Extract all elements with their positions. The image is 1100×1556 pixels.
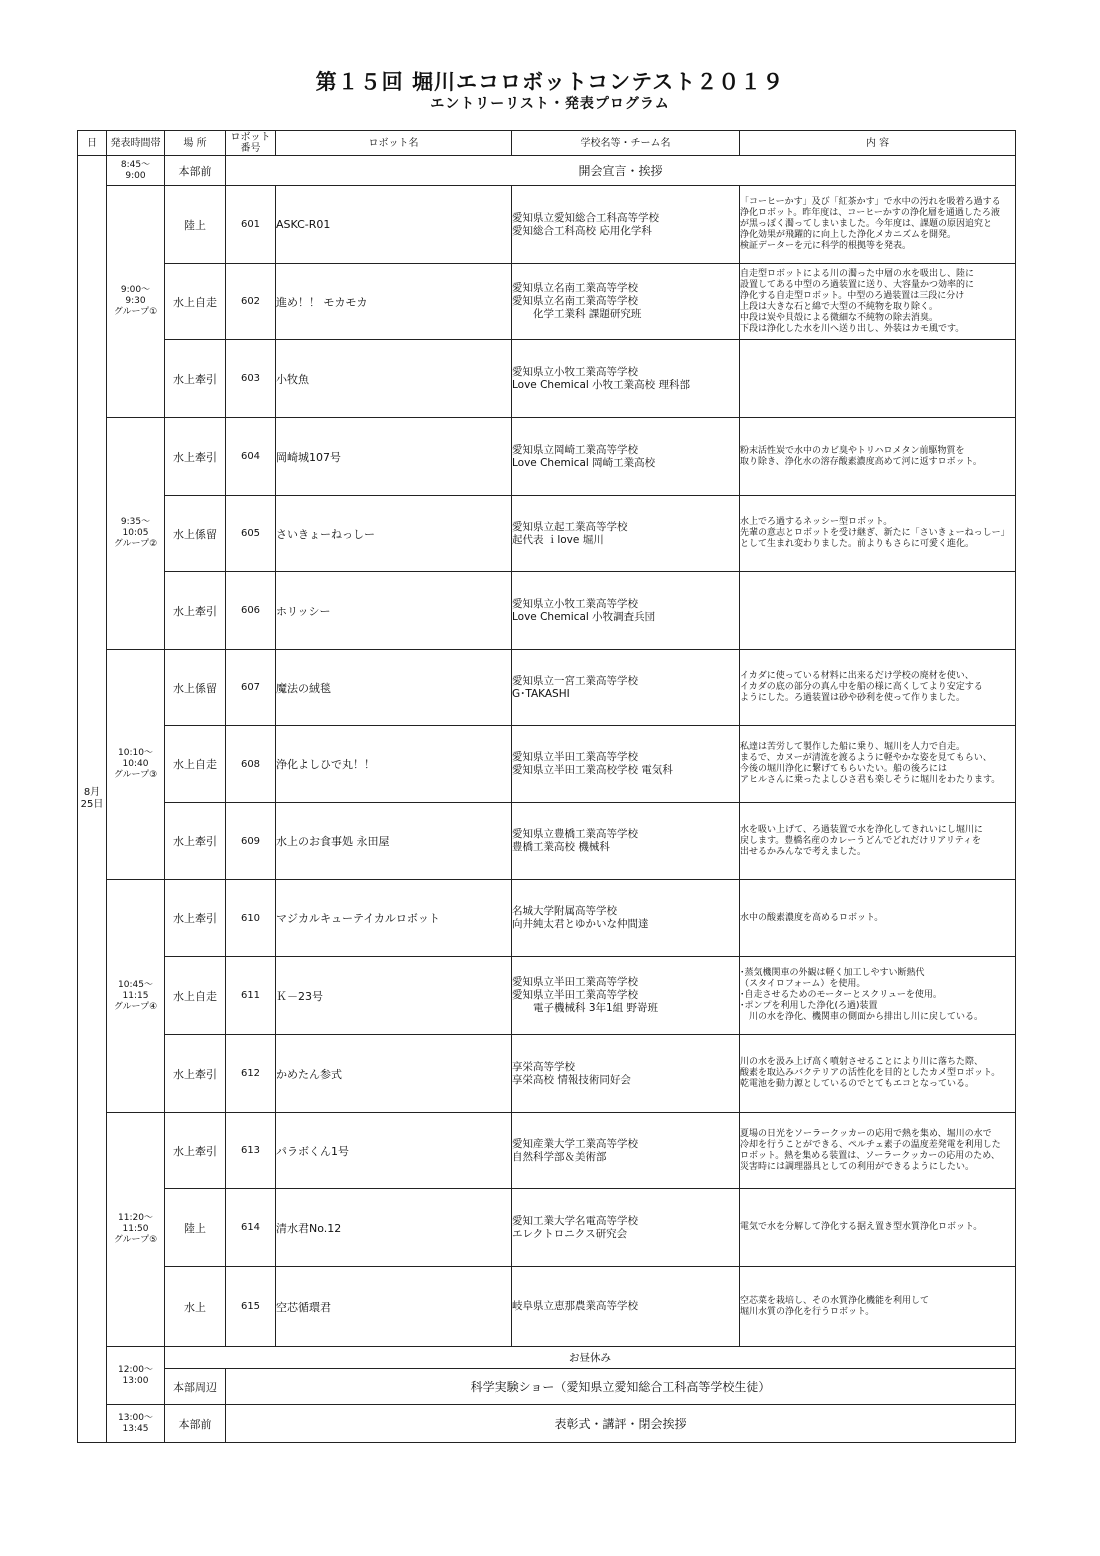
col-header-time: 発表時間帯	[107, 131, 165, 156]
table-row	[78, 1113, 1016, 1189]
entry-robot-name: 岡崎城107号	[276, 418, 512, 496]
entry-number: 613	[226, 1113, 276, 1189]
table-row	[78, 496, 1016, 572]
table-row	[78, 186, 1016, 264]
entry-robot-name: 清水君No.12	[276, 1189, 512, 1267]
entry-content: 水上でろ過するネッシー型ロボット。 先輩の意志とロボットを受け継ぎ、新たに「さいきょーねっしー」 として生まれ変わりました。前よりもさらに可愛く進化。	[740, 496, 1016, 572]
entry-school: 愛知県立豊橋工業高等学校 豊橋工業高校 機械科	[512, 803, 740, 880]
entry-place: 陸上	[165, 186, 226, 264]
day-cell: 8月 25日	[78, 156, 107, 1443]
entry-place: 水上牽引	[165, 1035, 226, 1113]
entry-number: 611	[226, 957, 276, 1035]
header-row	[78, 131, 1016, 156]
entry-school: 愛知県立名南工業高等学校 愛知県立名南工業高等学校 化学工業科 課題研究班	[512, 264, 740, 340]
entry-place: 水上自走	[165, 957, 226, 1035]
lunch-time: 12:00～ 13:00	[107, 1347, 165, 1405]
entry-robot-name: ホリッシー	[276, 572, 512, 650]
col-header-content: 内 容	[740, 131, 1016, 156]
entry-number: 615	[226, 1267, 276, 1347]
entry-school: 愛知県立半田工業高等学校 愛知県立半田工業高等学校 電子機械科 3年1組 野嵜班	[512, 957, 740, 1035]
entry-number: 606	[226, 572, 276, 650]
entry-content: 電気で水を分解して浄化する据え置き型水質浄化ロボット。	[740, 1189, 1016, 1267]
entry-robot-name: 魔法の絨毯	[276, 650, 512, 726]
group-time: 10:45～ 11:15 グループ④	[107, 880, 165, 1113]
closing-text: 表彰式・講評・閉会挨拶	[226, 1405, 1016, 1443]
entry-robot-name: ASKC-R01	[276, 186, 512, 264]
entry-school: 享栄高等学校 享栄高校 情報技術同好会	[512, 1035, 740, 1113]
table-row	[78, 418, 1016, 496]
lunch-event-text: 科学実験ショー（愛知県立愛知総合工科高等学校生徒）	[226, 1369, 1016, 1405]
opening-time: 8:45～ 9:00	[107, 156, 165, 186]
col-header-day: 日	[78, 131, 107, 156]
entry-content: 夏場の日光をソーラークッカーの応用で熱を集め、堀川の水で 冷却を行うことができる、ペルチェ素子の温度差発電を利用した ロボット。熱を集める装置は、ソーラークッカーの応用のため、 災害時には調理器具としての利用ができるようにしたい。	[740, 1113, 1016, 1189]
entry-place: 水上牽引	[165, 572, 226, 650]
entry-robot-name: パラボくん1号	[276, 1113, 512, 1189]
table-row	[78, 726, 1016, 803]
group-time: 11:20～ 11:50 グループ⑤	[107, 1113, 165, 1347]
col-header-school: 学校名等・チーム名	[512, 131, 740, 156]
entry-robot-name: さいきょーねっしー	[276, 496, 512, 572]
table-row	[78, 650, 1016, 726]
entry-robot-name: マジカルキューテイカルロボット	[276, 880, 512, 957]
science-show-row	[78, 1369, 1016, 1405]
entry-content: イカダに使っている材料に出来るだけ学校の廃材を使い、 イカダの底の部分の真ん中を船の様に高くしてより安定する ようにした。ろ過装置は砂や砂利を使って作りました。	[740, 650, 1016, 726]
entry-place: 陸上	[165, 1189, 226, 1267]
entry-school: 愛知県立起工業高等学校 起代表 ｉlove 堀川	[512, 496, 740, 572]
entry-content: 粉末活性炭で水中のカビ臭やトリハロメタン前駆物質を 取り除き、浄化水の溶存酸素濃度高めて河に返すロボット。	[740, 418, 1016, 496]
group-time: 9:00～ 9:30 グループ①	[107, 186, 165, 418]
entry-robot-name: Ｋ－23号	[276, 957, 512, 1035]
table-row	[78, 1035, 1016, 1113]
entry-school: 愛知県立岡崎工業高等学校 Love Chemical 岡崎工業高校	[512, 418, 740, 496]
entry-school: 岐阜県立恵那農業高等学校	[512, 1267, 740, 1347]
page-subtitle: エントリーリスト・発表プログラム	[430, 96, 670, 112]
entry-place: 水上牽引	[165, 880, 226, 957]
lunch-place: 本部周辺	[165, 1369, 226, 1405]
group-time: 10:10～ 10:40 グループ③	[107, 650, 165, 880]
entry-school: 愛知県立半田工業高等学校 愛知県立半田工業高校学校 電気科	[512, 726, 740, 803]
entry-place: 水上自走	[165, 726, 226, 803]
entry-robot-name: 進め！！ モカモカ	[276, 264, 512, 340]
opening-place: 本部前	[165, 156, 226, 186]
entry-robot-name: かめたん参式	[276, 1035, 512, 1113]
entry-content	[740, 340, 1016, 418]
opening-text: 開会宣言・挨拶	[226, 156, 1016, 186]
col-header-robot-name: ロボット名	[276, 131, 512, 156]
entry-robot-name: 水上のお食事処 永田屋	[276, 803, 512, 880]
entry-place: 水上牽引	[165, 418, 226, 496]
entry-school: 愛知県立一宮工業高等学校 G･TAKASHI	[512, 650, 740, 726]
entry-number: 610	[226, 880, 276, 957]
table-row	[78, 957, 1016, 1035]
table-row	[78, 803, 1016, 880]
table-row	[78, 572, 1016, 650]
col-header-place: 場 所	[165, 131, 226, 156]
entry-content: 川の水を汲み上げ高く噴射させることにより川に落ちた際、 酸素を取込みバクテリアの活性化を目的としたカメ型ロボット。 乾電池を動力源としているのでとてもエコとなっている。	[740, 1035, 1016, 1113]
entry-content: 「コーヒーかす」及び「紅茶かす」で水中の汚れを吸着ろ過する 浄化ロボット。昨年度は、コーヒーかすの浄化層を通過したろ液 が黒っぽく濁ってしまいました。今年度は、課題の原因追究と 浄化効果が飛躍的に向上した浄化メカニズムを開発。 検証データーを元に科学的根拠等を発表。	[740, 186, 1016, 264]
entry-robot-name: 小牧魚	[276, 340, 512, 418]
entry-number: 609	[226, 803, 276, 880]
page-title: 第１５回 堀川エコロボットコンテスト２０１９	[315, 70, 785, 94]
entry-number: 608	[226, 726, 276, 803]
closing-time: 13:00～ 13:45	[107, 1405, 165, 1443]
entry-school: 愛知県立愛知総合工科高等学校 愛知総合工科高校 応用化学科	[512, 186, 740, 264]
entry-school: 愛知県立小牧工業高等学校 Love Chemical 小牧工業高校 理科部	[512, 340, 740, 418]
entry-content: 自走型ロボットによる川の濁った中層の水を吸出し、陸に 設置してある中型のろ過装置に送り、大容量かつ効率的に 浄化する自走型ロボット。中型のろ過装置は三段に分け 上段は大きな石と綿で大型の不純物を取り除く。 中段は炭や貝殻による微細な不純物の除去消臭。 下段は浄化した水を川へ送り出し、外装はカモ風です。	[740, 264, 1016, 340]
entry-school: 愛知県立小牧工業高等学校 Love Chemical 小牧調査兵団	[512, 572, 740, 650]
lunch-break-text: お昼休み	[165, 1347, 1016, 1369]
entry-school: 愛知工業大学名電高等学校 エレクトロニクス研究会	[512, 1189, 740, 1267]
entry-place: 水上	[165, 1267, 226, 1347]
table-row	[78, 340, 1016, 418]
entry-content: 水中の酸素濃度を高めるロボット。	[740, 880, 1016, 957]
group-time: 9:35～ 10:05 グループ②	[107, 418, 165, 650]
entry-content: 水を吸い上げて、ろ過装置で水を浄化してきれいにし堀川に 戻します。豊橋名産のカレーうどんでどれだけリアリティを 出せるかみんなで考えました。	[740, 803, 1016, 880]
entry-number: 603	[226, 340, 276, 418]
entry-place: 水上牽引	[165, 340, 226, 418]
entry-number: 612	[226, 1035, 276, 1113]
entry-robot-name: 浄化よしひで丸！！	[276, 726, 512, 803]
entry-content	[740, 572, 1016, 650]
entry-content: 私達は苦労して製作した船に乗り、堀川を人力で自走。 まるで、カヌーが清流を渡るように軽やかな姿を見てもらい、 今後の堀川浄化に繋げてもらいたい。船の後ろには アヒルさんに乗ったよしひさ君も楽しそうに堀川をわたります。	[740, 726, 1016, 803]
lunch-break-row	[78, 1347, 1016, 1369]
table-row	[78, 264, 1016, 340]
entry-number: 607	[226, 650, 276, 726]
entry-place: 水上係留	[165, 496, 226, 572]
entry-place: 水上牽引	[165, 803, 226, 880]
entry-number: 605	[226, 496, 276, 572]
closing-row	[78, 1405, 1016, 1443]
entry-place: 水上自走	[165, 264, 226, 340]
entry-place: 水上係留	[165, 650, 226, 726]
entry-number: 602	[226, 264, 276, 340]
program-table	[77, 130, 1016, 1443]
entry-robot-name: 空芯循環君	[276, 1267, 512, 1347]
table-row	[78, 880, 1016, 957]
entry-content: ･蒸気機関車の外観は軽く加工しやすい断熱代 （スタイロフォーム）を使用。 ･自走させるためのモーターとスクリューを使用。 ･ポンプを利用した浄化(ろ過)装置 川の水を浄化、機関車の側面から排出し川に戻している。	[740, 957, 1016, 1035]
entry-school: 愛知産業大学工業高等学校 自然科学部＆美術部	[512, 1113, 740, 1189]
entry-number: 604	[226, 418, 276, 496]
table-row	[78, 1189, 1016, 1267]
entry-number: 614	[226, 1189, 276, 1267]
entry-number: 601	[226, 186, 276, 264]
opening-row	[78, 156, 1016, 186]
table-row	[78, 1267, 1016, 1347]
entry-school: 名城大学附属高等学校 向井純太君とゆかいな仲間達	[512, 880, 740, 957]
col-header-robot-number: ロボット 番号	[226, 131, 276, 156]
closing-place: 本部前	[165, 1405, 226, 1443]
entry-content: 空芯菜を栽培し、その水質浄化機能を利用して 堀川水質の浄化を行うロボット。	[740, 1267, 1016, 1347]
entry-place: 水上牽引	[165, 1113, 226, 1189]
